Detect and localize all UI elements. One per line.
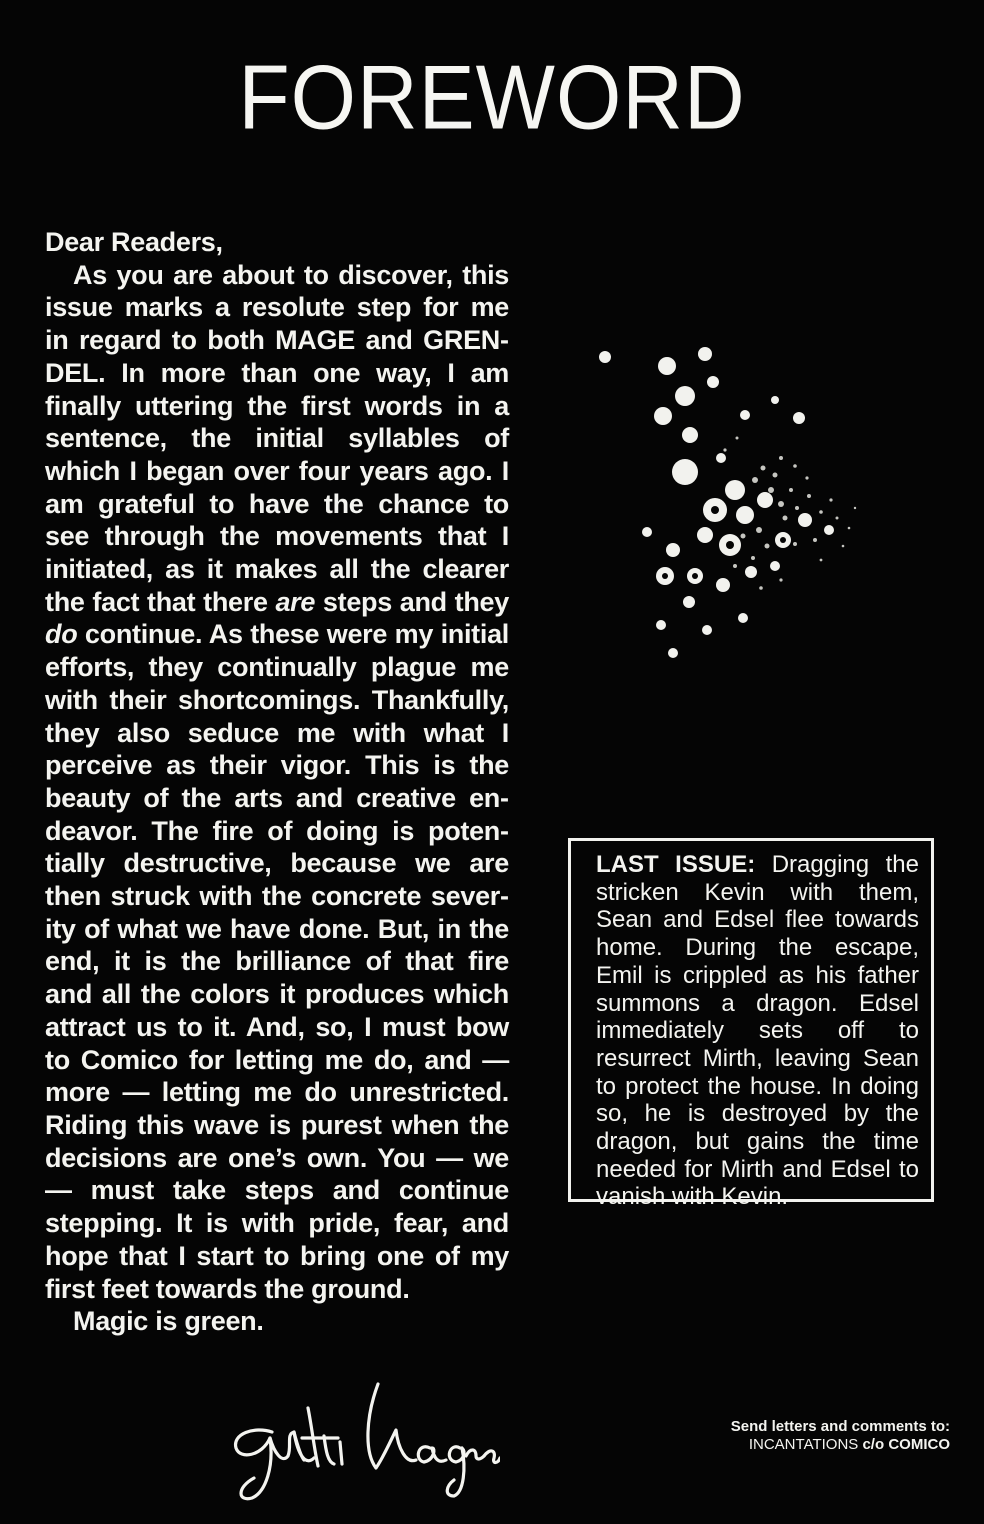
mailing-recipient: INCANTATIONS c/o COMICO: [748, 1436, 950, 1453]
spore-cloud-illustration: [585, 340, 905, 670]
letter-body: As you are about to discover, this issue marks a resolute step for me in regard to both MAGE and GRENDEL. In more than one way, I am finally uttering the first words in a sentence, the initial syllables of which I began over four years ago. I am grateful to have the chance to see through the movements that I initiated, as it makes all the clearer the fact that there are steps and they do continue. As these were my initial efforts, they continually plague me with their shortcomings. Thankfully, they also seduce me with what I perceive as their vigor. This is the beauty of the arts and creative endeavor. The fire of doing is potentially destructive, because we are then struck with the concrete severity of what we have done. But, in the end, it is the brilliance of that fire and all the colors it produces which attract us to it. And, so, I must bow to Comico for letting me do, and — more — letting me do unrestricted. Riding this wave is purest when the decisions are one’s own. You — we — must take steps and continue stepping. It is with pride, fear, and hope that I start to bring one of my first feet towards the ground.: [45, 259, 509, 1304]
mailing-instruction: Send letters and comments to:: [730, 1418, 950, 1435]
page-title: FOREWORD: [238, 46, 746, 148]
mailing-address: [700, 1418, 950, 1454]
signature-image: [210, 1368, 500, 1508]
closing-line: Magic is green.: [73, 1306, 264, 1337]
recap-label: LAST ISSUE:: [596, 851, 756, 878]
recap-text: LAST ISSUE: Dragging the stricken Kevin with them, Sean and Edsel flee towards home. During the escape, Emil is crippled as his father summons a dragon. Edsel immediately sets off to resurrect Mirth, leaving Sean to protect the house. In doing so, he is destroyed by the dragon, but gains the time needed for Mirth and Edsel to vanish with Kevin.: [596, 851, 920, 1211]
foreword-letter: [45, 226, 509, 1338]
last-issue-recap-box: [568, 838, 934, 1211]
salutation: Dear Readers,: [45, 227, 223, 257]
